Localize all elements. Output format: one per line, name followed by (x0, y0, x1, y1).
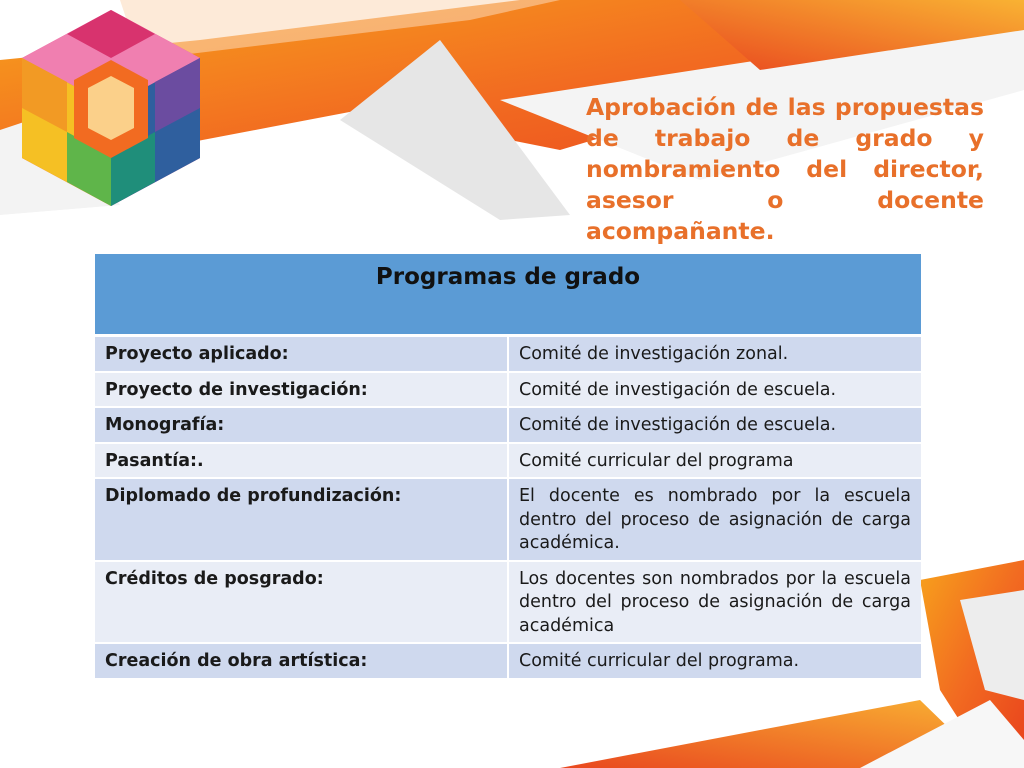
row-value: El docente es nombrado por la escuela dentro del proceso de asignación de carga académica. (508, 478, 921, 561)
row-value: Comité curricular del programa (508, 443, 921, 479)
row-label: Proyecto de investigación: (95, 372, 508, 408)
table-header-row (95, 254, 921, 336)
row-value: Comité de investigación de escuela. (508, 372, 921, 408)
row-value: Comité de investigación zonal. (508, 336, 921, 372)
table-row (95, 407, 921, 443)
table-row (95, 336, 921, 372)
table-row (95, 372, 921, 408)
row-label: Créditos de posgrado: (95, 561, 508, 644)
row-label: Pasantía:. (95, 443, 508, 479)
table-row (95, 643, 921, 679)
row-value: Comité curricular del programa. (508, 643, 921, 679)
programs-table (95, 254, 921, 680)
row-value: Los docentes son nombrados por la escuela dentro del proceso de asignación de carga académica (508, 561, 921, 644)
slide-title: Aprobación de las propuestas de trabajo de grado y nombramiento del director, asesor o docente acompañante. (586, 93, 984, 245)
table-row (95, 443, 921, 479)
row-label: Proyecto aplicado: (95, 336, 508, 372)
colorful-hexagon-cube-logo-icon (22, 10, 200, 206)
row-label: Creación de obra artística: (95, 643, 508, 679)
table (95, 254, 921, 680)
table-row (95, 478, 921, 561)
row-label: Monografía: (95, 407, 508, 443)
table-row (95, 561, 921, 644)
row-value: Comité de investigación de escuela. (508, 407, 921, 443)
table-header: Programas de grado (95, 254, 921, 336)
row-label: Diplomado de profundización: (95, 478, 508, 561)
